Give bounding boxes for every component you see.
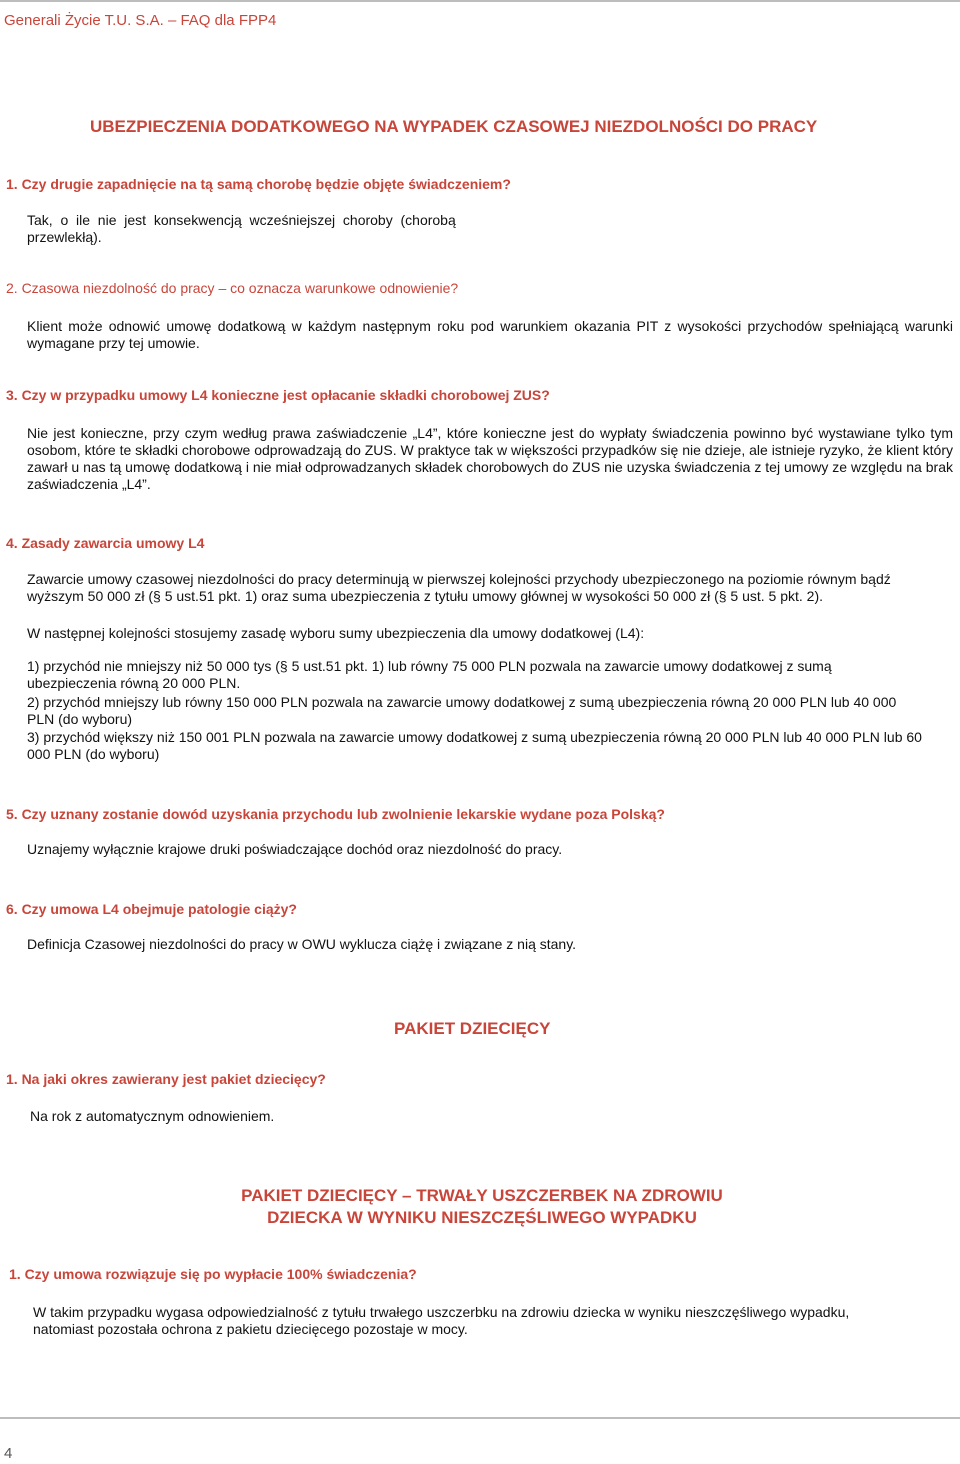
answer-6: Definicja Czasowej niezdolności do pracy w OWU wyklucza ciążę i związane z nią stany.	[27, 936, 577, 952]
answer-4-option3: 3) przychód większy niż 150 001 PLN pozwala na zawarcie umowy dodatkowej z sumą ubezpieczenia równą 20 000 PLN lub 40 000 PLN lub 60 000 PLN (do wyboru)	[27, 729, 922, 762]
section-heading-l4: UBEZPIECZENIA DODATKOWEGO NA WYPADEK CZASOWEJ NIEZDOLNOŚCI DO PRACY	[90, 117, 818, 136]
question-2: 2. Czasowa niezdolność do pracy – co oznacza warunkowe odnowienie?	[6, 280, 459, 296]
answer-1-line2: przewlekłą).	[27, 229, 102, 245]
answer-5: Uznajemy wyłącznie krajowe druki poświadczające dochód oraz niezdolność do pracy.	[27, 841, 563, 857]
document-header: Generali Życie T.U. S.A. – FAQ dla FPP4	[4, 12, 277, 29]
question-6: 6. Czy umowa L4 obejmuje patologie ciąży?	[6, 901, 297, 917]
answer-4-intro: Zawarcie umowy czasowej niezdolności do pracy determinują w pierwszej kolejności przychody ubezpieczonego na poziomie równym bądź wyższym 50 000 zł (§ 5 ust.51 pkt. 1) oraz suma ubezpieczenia z tytułu umowy głównej w wysokości 50 000 zł (§ 5 ust. 5 pkt. 2).	[27, 571, 891, 604]
answer-1-line1: Tak, o ile nie jest konsekwencją wcześniejszej choroby (chorobą	[27, 212, 456, 228]
answer-pakiet-1: Na rok z automatycznym odnowieniem.	[30, 1108, 275, 1124]
question-3: 3. Czy w przypadku umowy L4 konieczne jest opłacanie składki chorobowej ZUS?	[6, 387, 550, 403]
page-number: 4	[4, 1445, 13, 1462]
section-heading-uszczerbek-line1: PAKIET DZIECIĘCY – TRWAŁY USZCZERBEK NA ZDROWIU	[241, 1186, 723, 1205]
footer-rule	[0, 1417, 960, 1419]
answer-4-option2: 2) przychód mniejszy lub równy 150 000 PLN pozwala na zawarcie umowy dodatkowej z sumą ubezpieczenia równą 20 000 PLN lub 40 000 PLN (do wyboru)	[27, 694, 897, 727]
question-uszczerbek-1: 1. Czy umowa rozwiązuje się po wypłacie 100% świadczenia?	[9, 1266, 417, 1282]
answer-4-option1: 1) przychód nie mniejszy niż 50 000 tys (§ 5 ust.51 pkt. 1) lub równy 75 000 PLN pozwala na zawarcie umowy dodatkowej z sumą ubezpieczenia równą 20 000 PLN.	[27, 658, 832, 691]
answer-uszczerbek-1: W takim przypadku wygasa odpowiedzialność z tytułu trwałego uszczerbku na zdrowiu dziecka w wyniku nieszczęśliwego wypadku, natomiast pozostała ochrona z pakietu dziecięcego pozostaje w mocy.	[33, 1304, 850, 1337]
answer-4-rule: W następnej kolejności stosujemy zasadę wyboru sumy ubezpieczenia dla umowy dodatkowej (L4):	[27, 625, 645, 641]
section-heading-pakiet-dzieciecy: PAKIET DZIECIĘCY	[394, 1019, 551, 1038]
question-1: 1. Czy drugie zapadnięcie na tą samą chorobę będzie objęte świadczeniem?	[6, 176, 511, 192]
section-heading-uszczerbek-line2: DZIECKA W WYNIKU NIESZCZĘŚLIWEGO WYPADKU	[267, 1208, 697, 1227]
question-5: 5. Czy uznany zostanie dowód uzyskania przychodu lub zwolnienie lekarskie wydane poza Polską?	[6, 806, 665, 822]
question-4: 4. Zasady zawarcia umowy L4	[6, 535, 205, 551]
header-rule	[0, 0, 960, 2]
answer-3: Nie jest konieczne, przy czym według prawa zaświadczenie „L4”, które konieczne jest do wypłaty świadczenia powinno być wystawiane tylko tym osobom, które te składki chorobowe odprowadzają do ZUS. W praktyce tak w większości przypadków się nie dzieje, ale istnieje ryzyko, że klient który zawarł u nas tą umowę dodatkową i nie miał odprowadzanych składek chorobowych do ZUS nie uzyska świadczenia z tej umowy ze względu na brak zaświadczenia „L4”.	[27, 425, 953, 492]
question-pakiet-1: 1. Na jaki okres zawierany jest pakiet dziecięcy?	[6, 1071, 326, 1087]
answer-2: Klient może odnowić umowę dodatkową w każdym następnym roku pod warunkiem okazania PIT z wysokości przychodów spełniającą warunki wymagane przy tej umowie.	[27, 318, 953, 351]
